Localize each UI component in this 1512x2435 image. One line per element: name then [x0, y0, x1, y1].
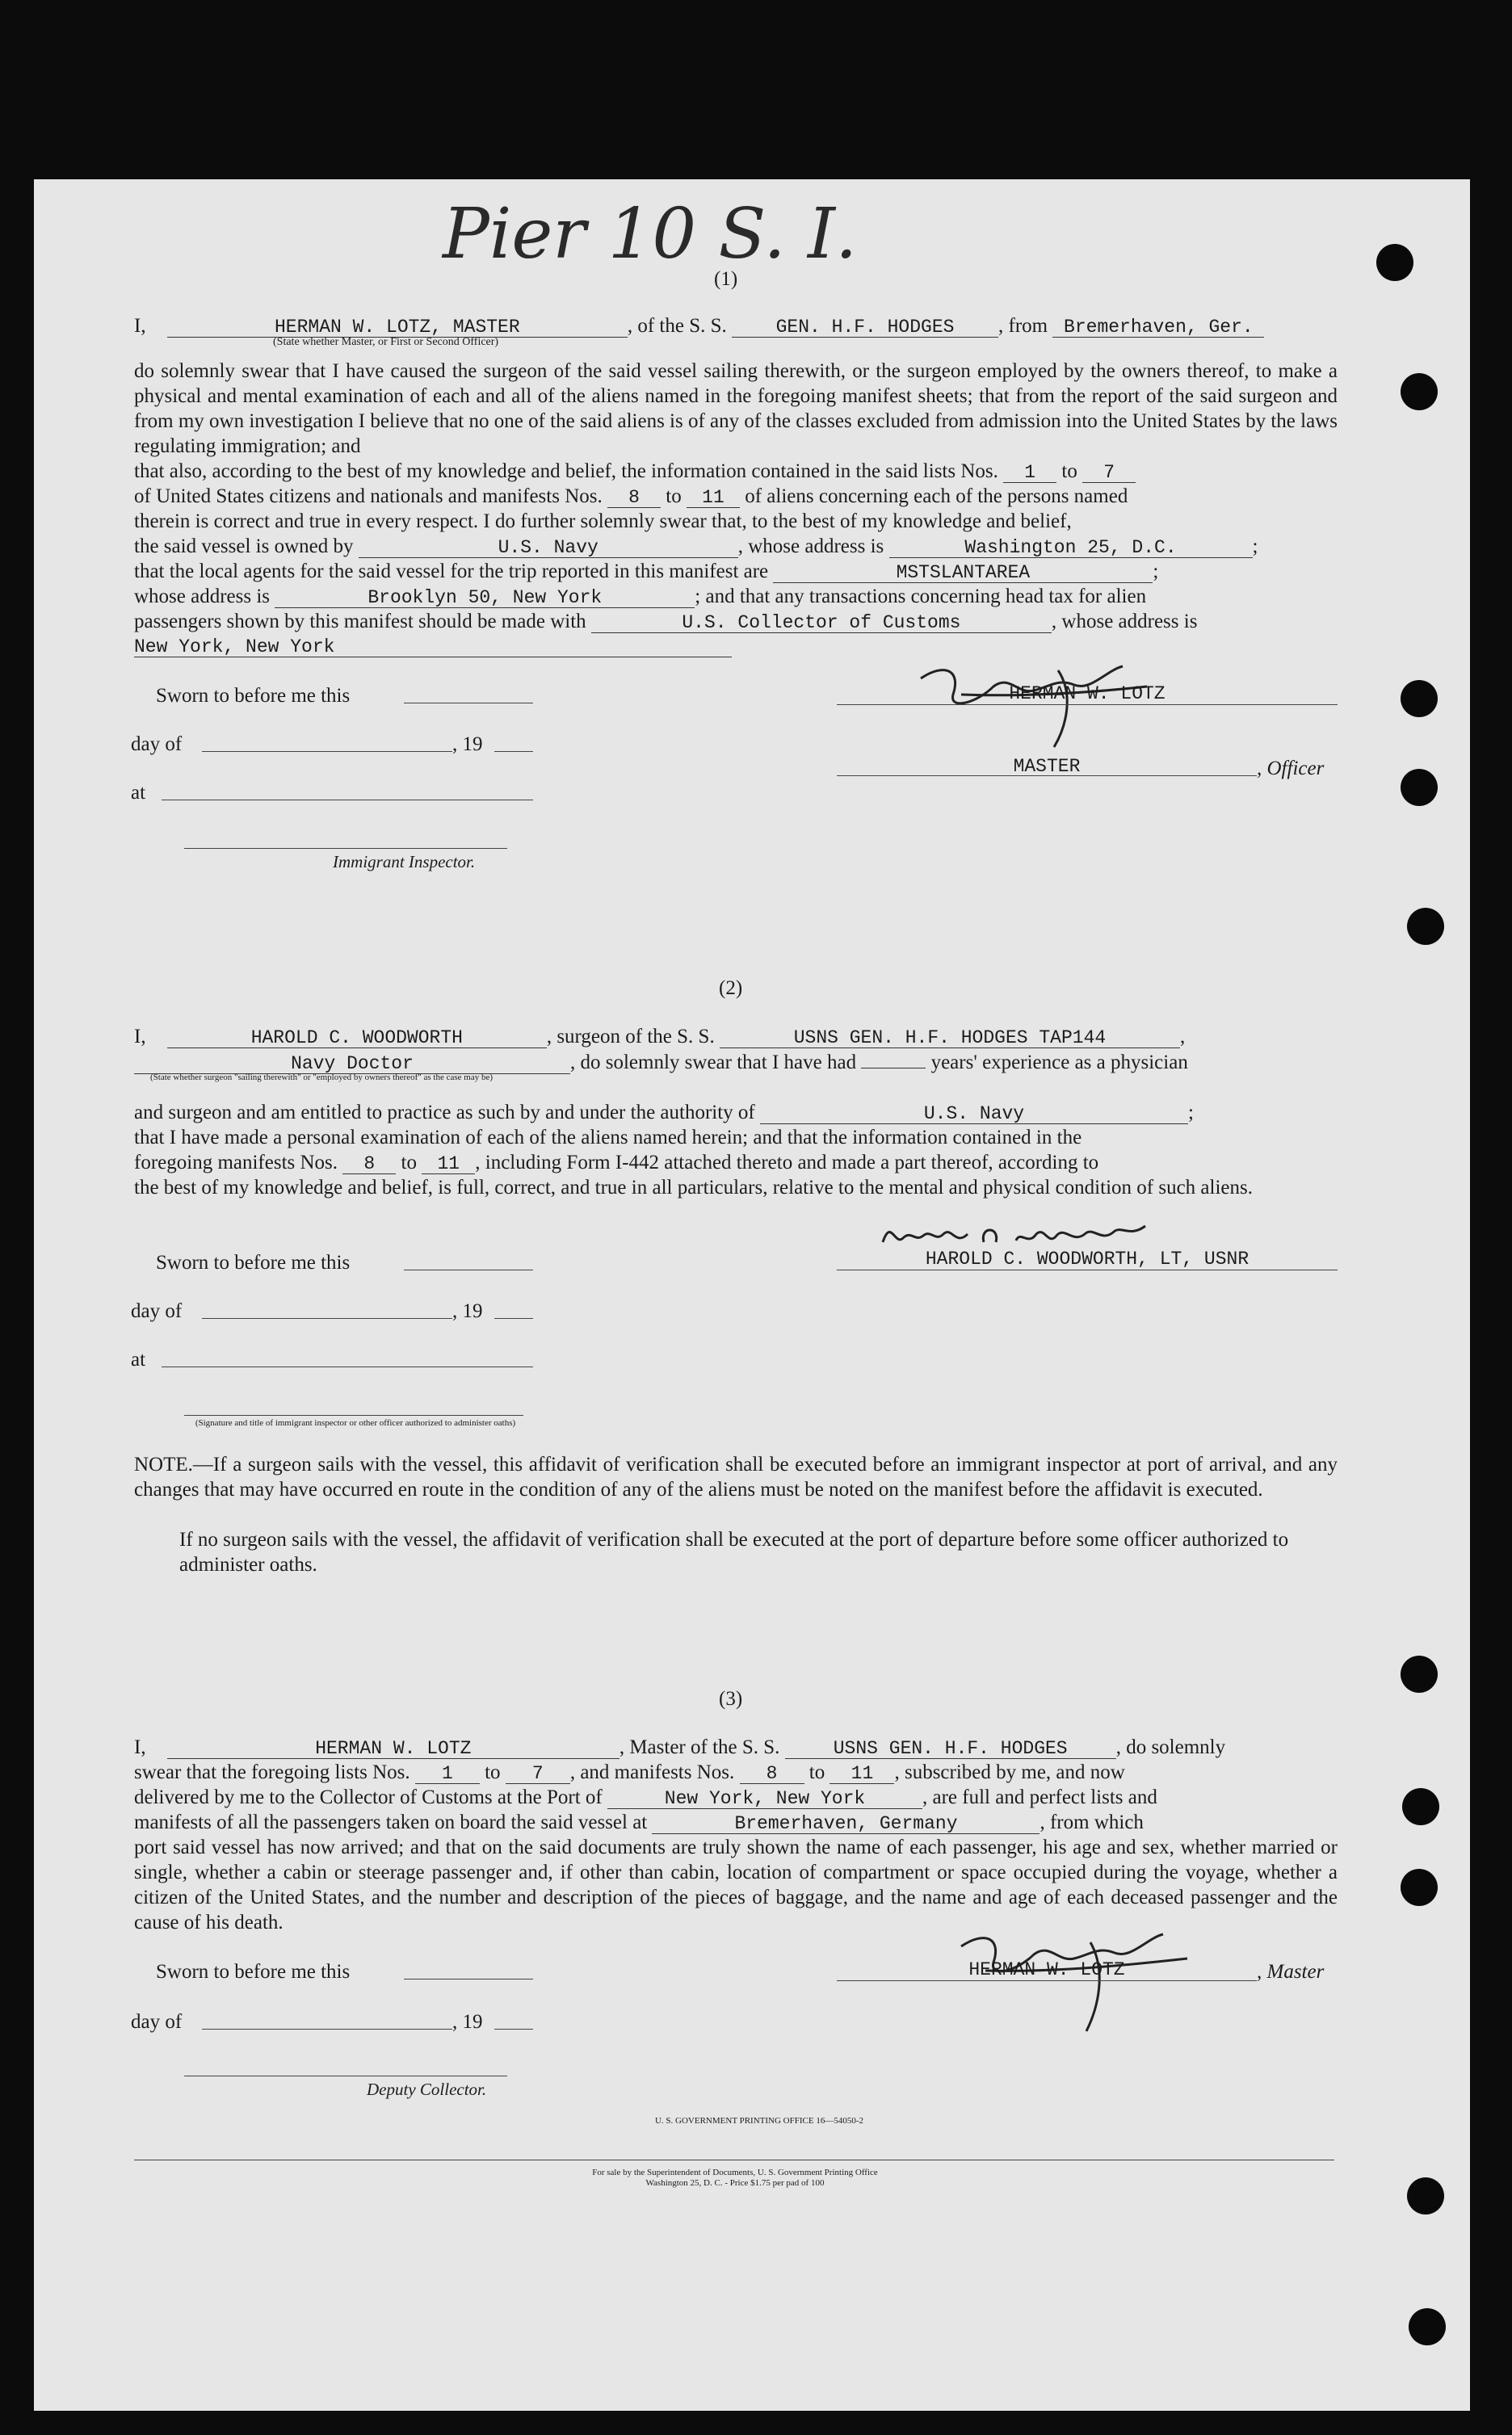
owner-line: the said vessel is owned by U.S. Navy , whose address is Washington 25, D.C. ; — [134, 535, 1258, 558]
section-3-line-2: swear that the foregoing lists Nos. 1 to 7 , and manifests Nos. 8 to 11 , subscribed by me, and now — [134, 1761, 1125, 1784]
signer-2: HAROLD C. WOODWORTH, LT, USNR — [925, 1249, 1250, 1270]
vessel-field: GEN. H.F. HODGES — [732, 317, 998, 338]
collector-address-line — [134, 633, 732, 658]
section-2-manifests-line: foregoing manifests Nos. 8 to 11 , including Form I-442 attached thereto and made a part thereof, according to — [134, 1152, 1099, 1174]
punch-hole — [1401, 1656, 1438, 1693]
sworn-1: Sworn to before me this — [156, 685, 351, 707]
section-2-line-1: I, HAROLD C. WOODWORTH , surgeon of the S. S. USNS GEN. H.F. HODGES TAP144 , — [134, 1026, 1186, 1048]
section-1-text-a: do solemnly swear that I have caused the surgeon of the said vessel sailing therewith, or the surgeon employed by the owners thereof, to make a physical and mental examination of each and all of the aliens named in the foregoing manifest sheets; that from the report of the said surgeon and from my own investigation I believe that no one of the said aliens is of any of the classes excluded from admission into the United States by the laws regulating immigration; and — [134, 360, 1338, 457]
owner-address-field: Washington 25, D.C. — [889, 538, 1253, 558]
section-1-number: (1) — [714, 268, 738, 290]
surgeon-kind-field: Navy Doctor — [134, 1054, 570, 1074]
agents-line: that the local agents for the said vessel for the trip reported in this manifest are MSTSLANTAREA ; — [134, 560, 1159, 583]
section-2-text-c: the best of my knowledge and belief, is full, correct, and true in all particulars, relative to the mental and physical condition of such aliens. — [134, 1177, 1253, 1199]
section-3-line-3: delivered by me to the Collector of Customs at the Port of New York, New York , are full and perfect lists and — [134, 1786, 1157, 1809]
note-2-line-1: If no surgeon sails with the vessel, the affidavit of verification shall be executed at the port of departure before some officer authorized to administer oaths. — [179, 1529, 1289, 1576]
punch-hole — [1376, 244, 1413, 281]
surgeon-vessel-field: USNS GEN. H.F. HODGES TAP144 — [720, 1028, 1180, 1048]
agents-address-field: Brooklyn 50, New York — [275, 588, 695, 608]
day-of-3: day of — [131, 2011, 183, 2033]
departure-field: Bremerhaven, Germany — [652, 1814, 1040, 1834]
officer-label: , Officer — [1257, 758, 1325, 779]
port-field: New York, New York — [607, 1789, 922, 1809]
master-name-3-field: HERMAN W. LOTZ — [167, 1739, 620, 1759]
handwritten-header: Pier 10 S. I. — [443, 194, 858, 275]
gpo-imprint: U. S. GOVERNMENT PRINTING OFFICE 16—54050-2 — [654, 2116, 863, 2126]
owner-field: U.S. Navy — [359, 538, 738, 558]
punch-hole — [1402, 1788, 1439, 1825]
vessel-3-field: USNS GEN. H.F. HODGES — [785, 1739, 1116, 1759]
sale-line-2: Washington 25, D. C. - Price $1.75 per pad of 100 — [645, 2178, 825, 2188]
punch-hole — [1401, 680, 1438, 717]
title-1: MASTER — [1013, 756, 1081, 777]
master-name-field: HERMAN W. LOTZ, MASTER — [167, 317, 628, 338]
signer-3: HERMAN W. LOTZ — [968, 1959, 1125, 1980]
authority-line: and surgeon and am entitled to practice as such by and under the authority of U.S. Navy ; — [134, 1102, 1194, 1124]
punch-hole — [1401, 373, 1438, 410]
punch-hole — [1407, 908, 1444, 945]
punch-hole — [1409, 2308, 1446, 2345]
collector-field: U.S. Collector of Customs — [591, 613, 1052, 633]
day-of-1: day of — [131, 733, 183, 755]
section-3-line-1: I, HERMAN W. LOTZ , Master of the S. S. USNS GEN. H.F. HODGES , do solemnly — [134, 1736, 1226, 1759]
sale-line-1: For sale by the Superintendent of Documents, U. S. Government Printing Office — [592, 2168, 878, 2177]
collector-address-field: New York, New York — [134, 637, 732, 657]
agents-field: MSTSLANTAREA — [773, 563, 1153, 583]
section-2-text-a: that I have made a personal examination of each of the aliens named herein; and that the information contained in the — [134, 1127, 1082, 1148]
immigrant-inspector-label: Immigrant Inspector. — [333, 852, 476, 871]
state-note: (State whether Master, or First or Second Officer) — [273, 336, 499, 348]
punch-hole — [1401, 769, 1438, 806]
at-1: at — [131, 782, 146, 804]
section-1-line-1: I, HERMAN W. LOTZ, MASTER , of the S. S. GEN. H.F. HODGES , from Bremerhaven, Ger. — [134, 313, 1264, 338]
sworn-2: Sworn to before me this — [156, 1252, 351, 1274]
note-1: NOTE.—If a surgeon sails with the vessel, this affidavit of verification shall be executed before an immigrant inspector at port of arrival, and any changes that may have occurred en route in the condition of any of the aliens must be noted on the manifest before the affidavit is executed. — [134, 1454, 1338, 1501]
section-1-manifests-line: of United States citizens and nationals and manifests Nos. 8 to 11 of aliens concerning each of the persons named — [134, 485, 1128, 508]
section-2-line-2: Navy Doctor , do solemnly swear that I have had years' experience as a physician — [134, 1050, 1188, 1075]
section-1-text-d: therein is correct and true in every respect. I do further solemnly swear that, to the best of my knowledge and belief, — [134, 510, 1072, 532]
day-of-2: day of — [131, 1300, 183, 1322]
section-3-text-a: port said vessel has now arrived; and that on the said documents are truly shown the name of each passenger, his age and sex, whether married or single, whether a cabin or steerage passenger and, if other than cabin, location of compartment or space occupied during the voyage, whether a citizen of the United States, and the number and description of the pieces of baggage, and the name and age of each deceased passenger and the cause of his death. — [134, 1837, 1338, 1933]
from-port-field: Bremerhaven, Ger. — [1052, 317, 1264, 338]
agents-address-line: whose address is Brooklyn 50, New York ; and that any transactions concerning head tax for alien — [134, 586, 1147, 608]
collector-line: passengers shown by this manifest should be made with U.S. Collector of Customs , whose address is — [134, 611, 1198, 633]
deputy-collector-label: Deputy Collector. — [367, 2080, 487, 2099]
punch-hole — [1407, 2177, 1444, 2215]
surgeon-state-note: (State whether surgeon "sailing therewith" or "employed by owners thereof" as the case may be) — [150, 1073, 494, 1082]
at-2: at — [131, 1349, 146, 1371]
surgeon-name-field: HAROLD C. WOODWORTH — [167, 1028, 547, 1048]
section-1-lists-line: that also, according to the best of my knowledge and belief, the information contained in the said lists Nos. 1 to 7 — [134, 459, 1136, 484]
sworn-3: Sworn to before me this — [156, 1961, 351, 1983]
section-3-line-4: manifests of all the passengers taken on board the said vessel at Bremerhaven, Germany , from which — [134, 1812, 1144, 1834]
section-2-number: (2) — [719, 977, 743, 999]
signer-1: HERMAN W. LOTZ — [1009, 683, 1166, 704]
master-label: , Master — [1257, 1961, 1325, 1983]
punch-hole — [1401, 1869, 1438, 1906]
sig-note: (Signature and title of immigrant inspector or other officer authorized to administer oaths) — [195, 1418, 516, 1428]
authority-field: U.S. Navy — [760, 1104, 1188, 1124]
section-3-number: (3) — [719, 1688, 743, 1710]
